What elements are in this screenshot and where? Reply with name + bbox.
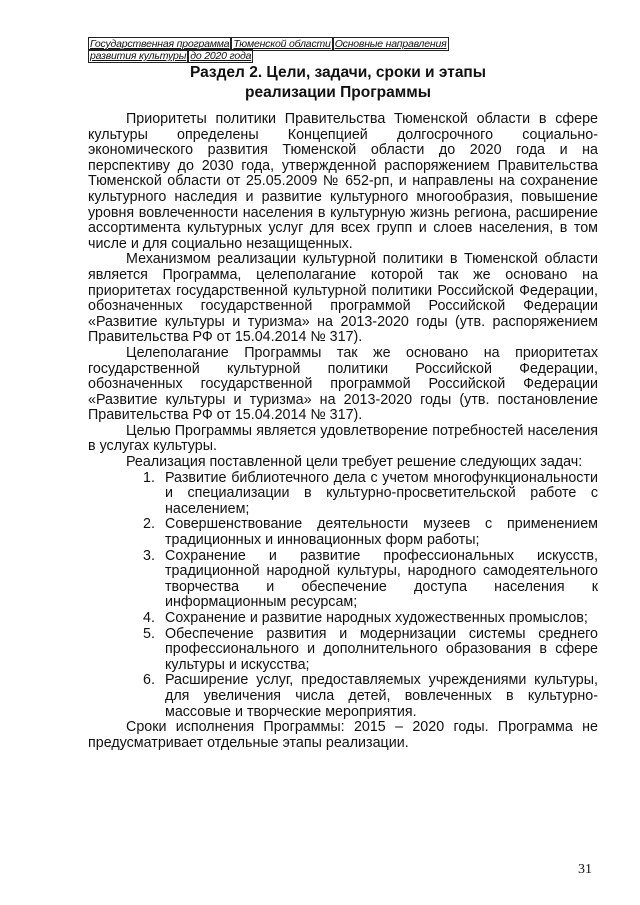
header-segment: до 2020 года bbox=[190, 50, 252, 62]
paragraph-timeline: Сроки исполнения Программы: 2015 – 2020 годы. Программа не предусматривает отдельные этапы реализации. bbox=[88, 719, 598, 751]
task-number: 6. bbox=[143, 672, 155, 689]
task-text: Расширение услуг, предоставляемых учреждениями культуры, для увеличения числа детей, вовлеченных в культурно-массовые и творческие мероприятия. bbox=[165, 672, 598, 720]
header-segment: Тюменской области bbox=[233, 38, 331, 50]
paragraph-goal: Целью Программы является удовлетворение потребностей населения в услугах культуры. bbox=[88, 422, 598, 455]
section-title-line-1: Раздел 2. Цели, задачи, сроки и этапы bbox=[189, 64, 487, 81]
header-segment: Государственная программа bbox=[90, 38, 230, 50]
tasks-list bbox=[88, 471, 598, 721]
paragraph-goal-setting: Целеполагание Программы так же основано на приоритетах государственной культурной политики Российской Федерации, обозначенных государственной программой Российской Федерации «Развитие культуры и туризма» на 2013-2020 годы (утв. постановление Правительства РФ от 15.04.2014 № 317). bbox=[88, 344, 598, 424]
task-item bbox=[88, 611, 598, 627]
task-text: Обеспечение развития и модернизации системы среднего профессионального и дополнительного образования в сфере культуры и искусства; bbox=[165, 625, 598, 673]
header-segment: Основные направления bbox=[334, 38, 447, 50]
task-item bbox=[88, 549, 598, 611]
task-item bbox=[88, 517, 598, 548]
task-item bbox=[88, 673, 598, 720]
task-item bbox=[88, 471, 598, 518]
section-title-line-2: реализации Программы bbox=[245, 84, 431, 101]
section-title bbox=[88, 63, 588, 103]
section-body bbox=[88, 112, 598, 751]
page-number: 31 bbox=[578, 862, 592, 877]
task-item bbox=[88, 627, 598, 674]
task-number: 1. bbox=[143, 469, 155, 486]
paragraph-mechanism: Механизмом реализации культурной политики в Тюменской области является Программа, целеполагание которой так же основано на приоритетах государственной культурной политики Российской Федерации, обозначенных государственной программой Российской Федерации «Развитие культуры и туризма» на 2013-2020 годы (утв. распоряжением Правительства РФ от 15.04.2014 № 317). bbox=[88, 251, 598, 346]
task-text: Сохранение и развитие профессиональных искусств, традиционной народной культуры, народного самодеятельного творчества и обеспечение доступа населения к информационным ресурсам; bbox=[165, 547, 598, 611]
task-text: Совершенствование деятельности музеев с применением традиционных и инновационных форм работы; bbox=[165, 516, 598, 549]
tasks-intro: Реализация поставленной цели требует решение следующих задач: bbox=[126, 454, 583, 471]
task-number: 5. bbox=[143, 625, 155, 642]
task-number: 4. bbox=[143, 610, 155, 626]
running-header-line-2 bbox=[88, 50, 458, 62]
header-segment: развития культуры bbox=[90, 50, 187, 62]
task-text: Сохранение и развитие народных художественных промыслов; bbox=[165, 610, 588, 626]
task-number: 2. bbox=[143, 516, 155, 533]
paragraph-priorities: Приоритеты политики Правительства Тюменской области в сфере культуры определены Концепцией долгосрочного социально-экономического развития Тюменской области до 2020 года и на перспективу до 2030 года, утвержденной распоряжением Правительства Тюменской области от 25.05.2009 № 652-рп, и направлены на сохранение культурного наследия и развитие культурного многообразия, повышение уровня вовлеченности населения в культурную жизнь региона, расширение ассортимента культурных услуг для всех групп и слоев населения, в том числе и для социально незащищенных. bbox=[88, 111, 598, 252]
task-text: Развитие библиотечного дела с учетом многофункциональности и специализации в культурно-просветительской работе с населением; bbox=[165, 469, 598, 517]
task-number: 3. bbox=[143, 547, 155, 564]
